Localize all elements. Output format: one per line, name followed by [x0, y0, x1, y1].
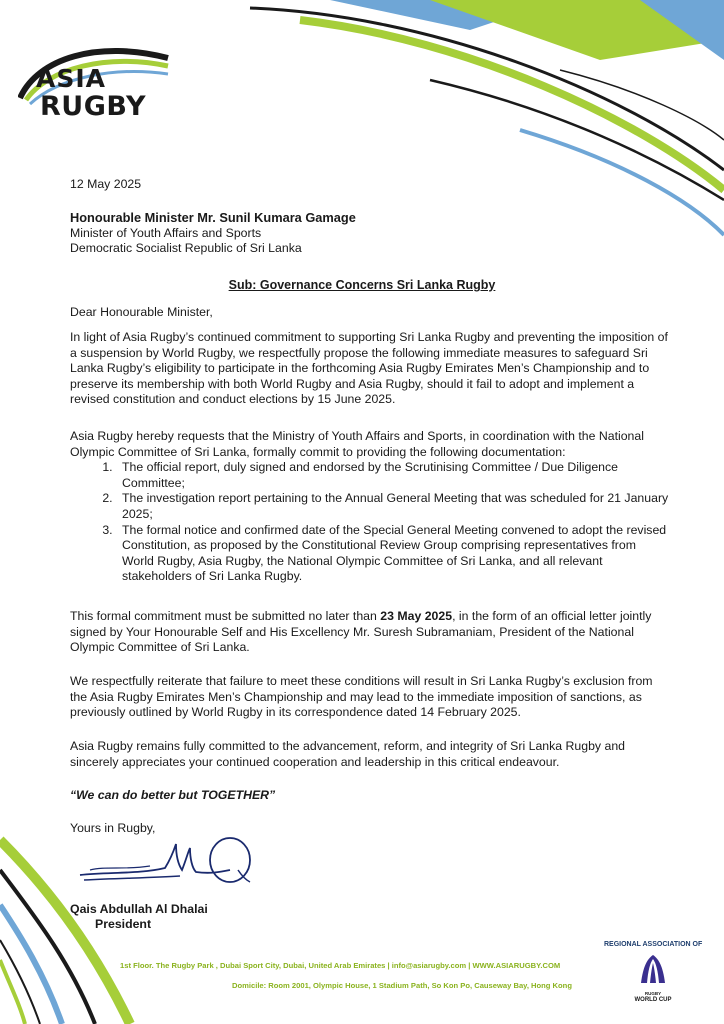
rwc-line-2: WORLD CUP	[634, 997, 672, 1003]
rwc-line-1: RUGBY	[644, 991, 662, 996]
signatory-name: Qais Abdullah Al Dhalai	[70, 902, 208, 916]
closing: Yours in Rugby,	[70, 821, 156, 835]
paragraph-5: Asia Rugby remains fully committed to the advancement, reform, and integrity of Sri Lanka Rugby and sincerely appreciates your continued cooperation and leadership in this critical endeavour.	[70, 739, 625, 769]
paragraph-1: In light of Asia Rugby’s continued commitment to supporting Sri Lanka Rugby and preventing the imposition of a suspension by World Rugby, we respectfully propose the following immediate measures to safeguard Sri Lanka Rugby’s eligibility to participate in the forthcoming Asia Rugby Emirates Men’s Championship and to preserve its membership with both World Rugby and Asia Rugby, should it fail to adopt and implement a revised constitution and conduct elections by 15 June 2025.	[70, 330, 668, 407]
handwritten-signature	[70, 830, 270, 890]
footer-address-line-1: 1st Floor. The Rugby Park , Dubai Sport City, Dubai, United Arab Emirates | info@asiarugby.com | WWW.ASIARUGBY.COM	[120, 961, 561, 970]
list-item: 1. The official report, duly signed and endorsed by the Scrutinising Committee / Due Diligence Committee;	[116, 460, 670, 491]
motto: “We can do better but TOGETHER”	[70, 788, 276, 802]
documentation-list	[70, 460, 670, 585]
salutation: Dear Honourable Minister,	[70, 305, 213, 319]
list-item: 3. The formal notice and confirmed date of the Special General Meeting convened to adopt the revised Constitution, as proposed by the Constitutional Review Group comprising representatives from World Rugby, Asia Rugby, the National Olympic Committee of Sri Lanka, and all relevant stakeholders of Sri Lanka Rugby.	[116, 523, 670, 585]
recipient-title: Minister of Youth Affairs and Sports	[70, 225, 262, 240]
rugby-world-cup-text	[632, 990, 674, 1004]
letter-date: 12 May 2025	[70, 177, 142, 191]
recipient-country: Democratic Socialist Republic of Sri Lanka	[70, 241, 302, 256]
recipient-name: Honourable Minister Mr. Sunil Kumara Gamage	[70, 210, 356, 225]
deadline-date: 23 May 2025	[380, 609, 453, 623]
paragraph-3	[70, 609, 670, 656]
paragraph-4: We respectfully reiterate that failure to meet these conditions will result in Sri Lanka Rugby’s exclusion from the Asia Rugby Emirates Men’s Championship and may lead to the immediate imposition of sanctions, as previously outlined by World Rugby in its correspondence dated 14 February 2025.	[70, 674, 653, 720]
paragraph-3-text-before: This formal commitment must be submitted no later than	[70, 609, 381, 623]
footer-address-line-2: Domicile: Room 2001, Olympic House, 1 Stadium Path, So Kon Po, Causeway Bay, Hong Kong	[232, 981, 572, 990]
paragraph-3-text-after: , in the form of an official letter jointly signed by Your Honourable Self and His Excellency Mr. Suresh Subramaniam, President of the National Olympic Committee of Sri Lanka.	[70, 609, 652, 655]
list-item: 2. The investigation report pertaining to the Annual General Meeting that was scheduled for 21 January 2025;	[116, 491, 670, 522]
paragraph-2: Asia Rugby hereby requests that the Ministry of Youth Affairs and Sports, in coordination with the National Olympic Committee of Sri Lanka, formally commit to providing the following documentation:	[70, 429, 644, 459]
regional-association-label: REGIONAL ASSOCIATION OF	[604, 941, 703, 948]
letter-subject: Sub: Governance Concerns Sri Lanka Rugby	[228, 278, 496, 292]
paragraph-2-block	[70, 429, 670, 585]
logo-text-asia: ASIA	[36, 64, 107, 93]
recipient-address	[70, 210, 356, 257]
logo-text-rugby: RUGBY	[40, 91, 147, 122]
signatory-title: President	[95, 917, 152, 931]
